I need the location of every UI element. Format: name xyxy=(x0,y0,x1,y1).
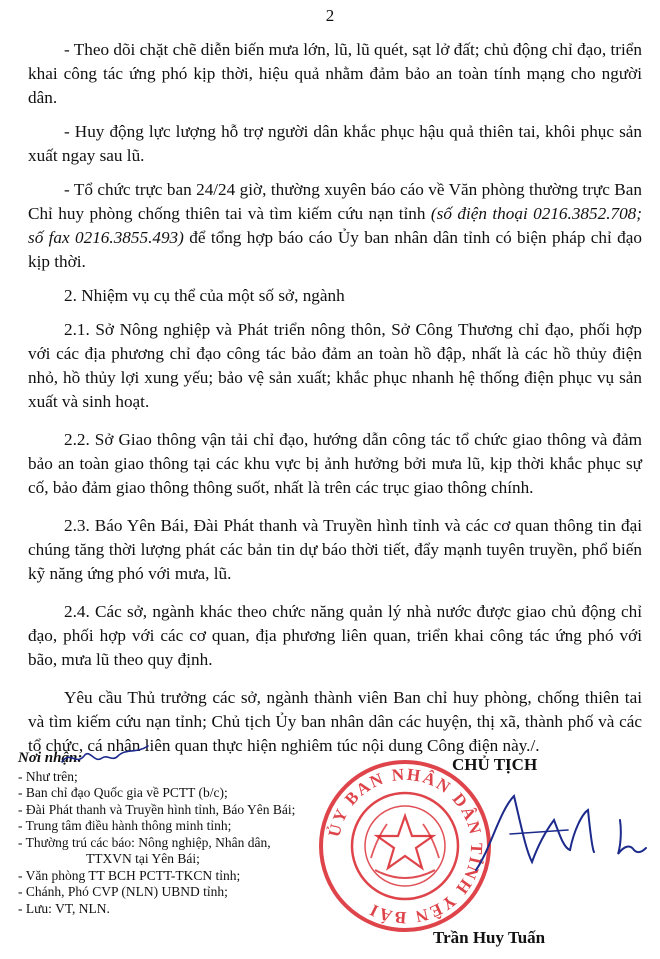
recipient-item: - Trung tâm điều hành thông minh tỉnh; xyxy=(18,818,232,833)
item-2-4: 2.4. Các sở, ngành khác theo chức năng quản lý nhà nước được giao chủ động chỉ đạo, phối hợp với các cơ quan, địa phương liên quan, triển khai công tác ứng phó với bão, mưa lũ theo quy định. xyxy=(28,602,642,669)
recipients-block xyxy=(18,750,348,917)
closing-request: Yêu cầu Thủ trưởng các sở, ngành thành viên Ban chỉ huy phòng, chống thiên tai và tìm kiếm cứu nạn tỉnh; Chủ tịch Ủy ban nhân dân các huyện, thị xã, thành phố và các tổ chức, cá nhân liên quan thực hiện nghiêm túc nội dung Công điện này./. xyxy=(28,688,642,755)
section-heading-2: 2. Nhiệm vụ cụ thể của một số sở, ngành xyxy=(64,286,345,305)
recipient-item: - Chánh, Phó CVP (NLN) UBND tỉnh; xyxy=(18,884,228,899)
page-number: 2 xyxy=(325,6,335,25)
recipient-item: - Như trên; xyxy=(18,768,78,784)
item-2-2: 2.2. Sở Giao thông vận tải chỉ đạo, hướng dẫn công tác tổ chức giao thông và đảm bảo an toàn giao thông tại các khu vực bị ảnh hưởng bởi mưa lũ, kịp thời khắc phục sự cố, bảo đảm giao thông thông suốt, nhất là trên các trục giao thông chính. xyxy=(28,430,642,497)
recipient-item: - Đài Phát thanh và Truyền hình tỉnh, Báo Yên Bái; xyxy=(18,801,296,817)
item-2-1: 2.1. Sở Nông nghiệp và Phát triển nông thôn, Sở Công Thương chỉ đạo, phối hợp với các địa phương chỉ đạo công tác bảo đảm an toàn hồ đập, nhất là các hồ thủy điện nhỏ, hồ thủy lợi xung yếu; bảo vệ sản xuất; khắc phục nhanh hệ thống điện phục vụ sản xuất và sinh hoạt. xyxy=(28,320,642,411)
recipient-item: - Lưu: VT, NLN. xyxy=(18,900,110,916)
contact-numbers: (số điện thoại 0216.3852.708; số fax 0216.3855.493) xyxy=(28,204,642,247)
document-body xyxy=(28,38,642,772)
item-2-3: 2.3. Báo Yên Bái, Đài Phát thanh và Truyền hình tỉnh và các cơ quan thông tin đại chúng tăng thời lượng phát các bản tin dự báo thời tiết, đẩy mạnh tuyên truyền, phổ biến kỹ năng ứng phó với mưa, lũ. xyxy=(28,516,642,583)
recipient-item: - Thường trú các báo: Nông nghiệp, Nhân dân, xyxy=(18,834,271,850)
paragraph-2: - Huy động lực lượng hỗ trợ người dân khắc phục hậu quả thiên tai, khôi phục sản xuất ngay sau lũ. xyxy=(28,122,642,165)
svg-text:ỦY BAN NHÂN DÂN TỈNH YÊN BÁI xyxy=(325,765,487,928)
seal-text: ỦY BAN NHÂN DÂN TỈNH YÊN BÁI xyxy=(324,764,487,928)
recipient-item: - Văn phòng TT BCH PCTT-TKCN tỉnh; xyxy=(18,867,241,883)
signer-name: Trần Huy Tuấn xyxy=(433,928,546,947)
recipients-heading: Nơi nhận: xyxy=(18,750,83,766)
paragraph-1: - Theo dõi chặt chẽ diễn biến mưa lớn, lũ, lũ quét, sạt lở đất; chủ động chỉ đạo, triển khai công tác ứng phó kịp thời, hiệu quả nhằm đảm bảo an toàn tính mạng cho người dân. xyxy=(28,40,642,107)
handwritten-signature xyxy=(470,790,660,880)
recipient-item: - Ban chỉ đạo Quốc gia về PCTT (b/c); xyxy=(18,785,228,800)
paragraph-3-start: - Tổ chức trực ban 24/24 giờ, thường xuyên báo cáo về Văn phòng thường trực Ban Chỉ huy phòng chống thiên tai và tìm kiếm cứu nạn tỉnh xyxy=(28,180,642,223)
recipient-item: TTXVN tại Yên Bái; xyxy=(86,851,200,866)
signer-title: CHỦ TỊCH xyxy=(452,755,538,774)
paragraph-3-end: để tổng hợp báo cáo Ủy ban nhân dân tỉnh có biện pháp chỉ đạo kịp thời. xyxy=(28,228,642,271)
official-seal xyxy=(317,758,493,934)
paragraph-3 xyxy=(28,178,642,274)
initials-scribble xyxy=(60,744,150,770)
